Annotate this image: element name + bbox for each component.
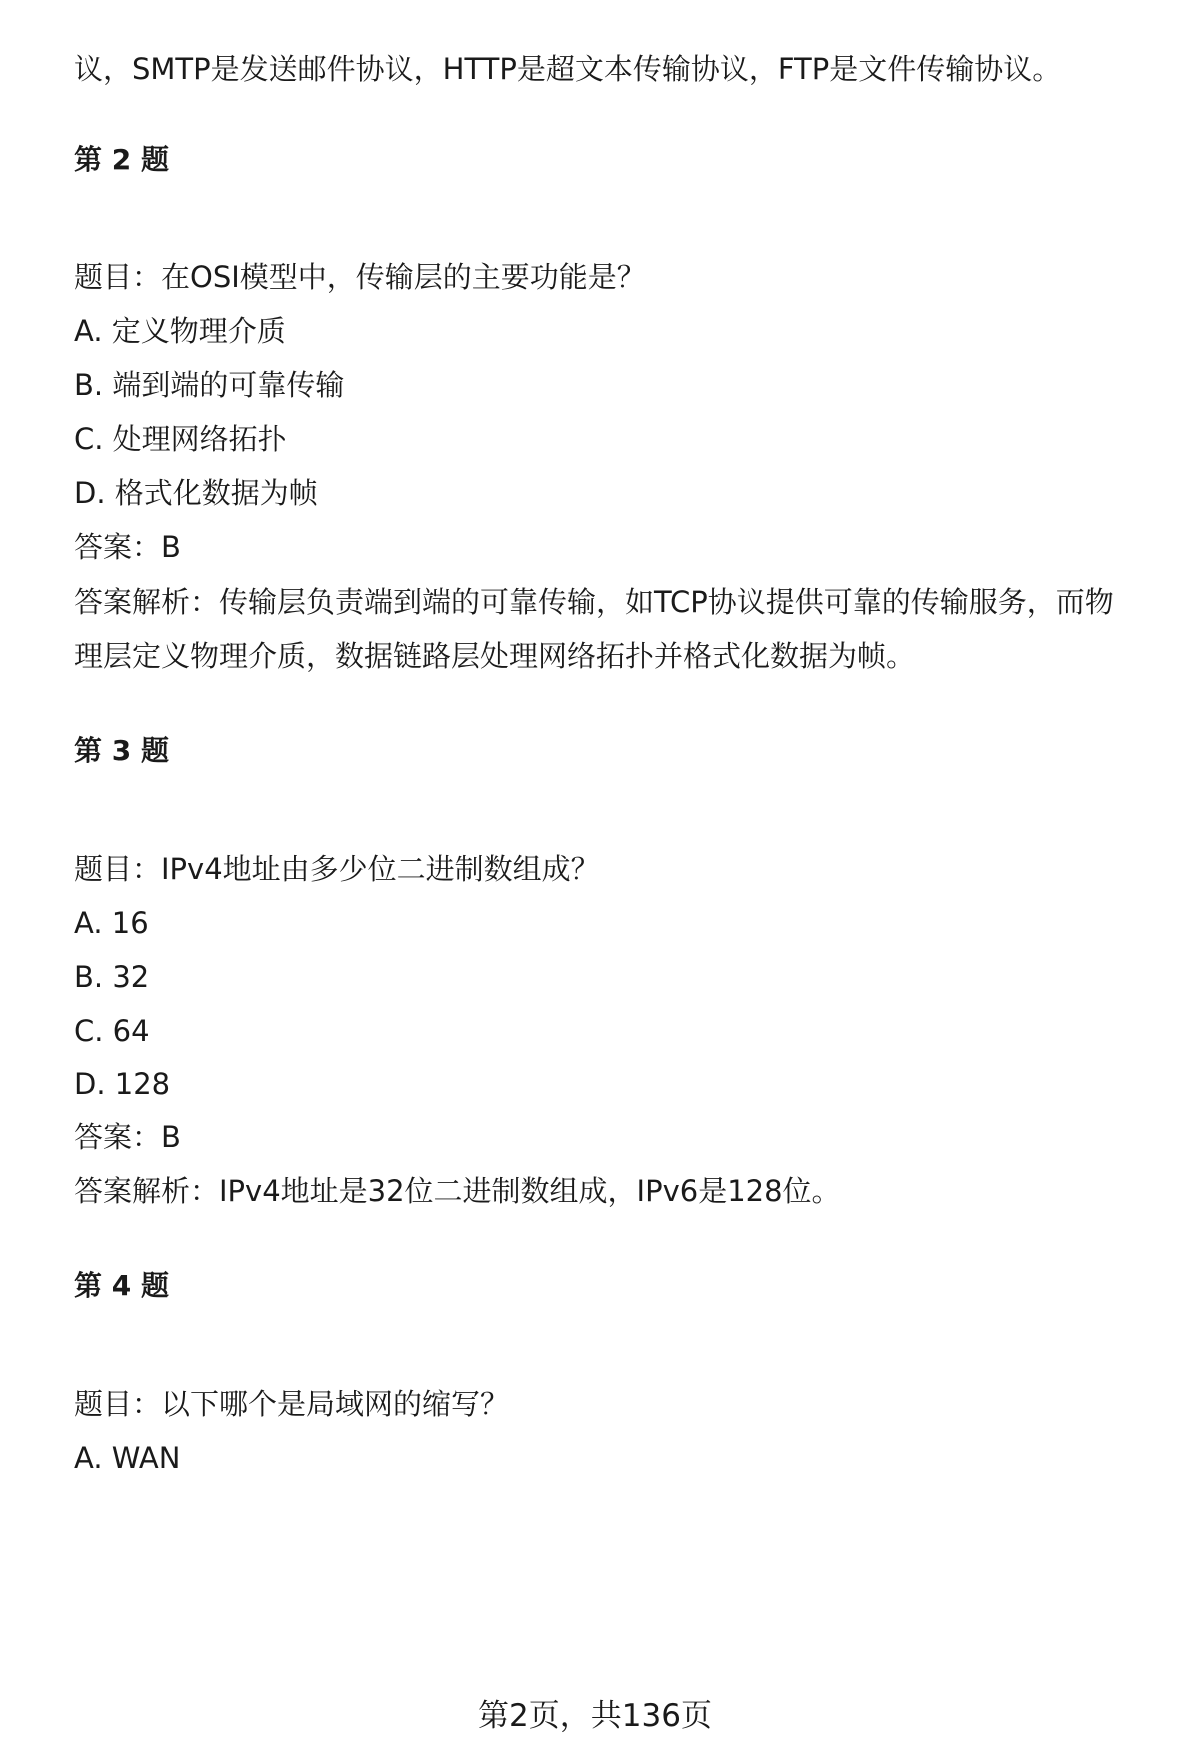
question-3-heading: 第 3 题	[74, 734, 169, 767]
question-4-stem: 题目：以下哪个是局域网的缩写？	[74, 1387, 510, 1421]
question-2-answer: 答案：B	[74, 530, 181, 564]
continuation-text: 议，SMTP是发送邮件协议，HTTP是超文本传输协议，FTP是文件传输协议。	[74, 52, 1062, 86]
question-2-heading: 第 2 题	[74, 143, 169, 176]
question-3-option-c: C. 64	[74, 1014, 150, 1048]
question-3-answer: 答案：B	[74, 1120, 181, 1154]
question-4-option-a: A. WAN	[74, 1441, 181, 1475]
question-3-explanation-line-1: 答案解析：IPv4地址是32位二进制数组成，IPv6是128位。	[74, 1174, 841, 1208]
page-indicator: 第2页，共136页	[478, 1698, 712, 1734]
question-3-stem: 题目：IPv4地址由多少位二进制数组成？	[74, 852, 600, 886]
question-2-explanation-line-1: 答案解析：传输层负责端到端的可靠传输，如TCP协议提供可靠的传输服务，而物	[74, 585, 1114, 619]
question-2-stem: 题目：在OSI模型中，传输层的主要功能是？	[74, 260, 646, 294]
question-3-option-b: B. 32	[74, 960, 150, 994]
question-4-heading: 第 4 题	[74, 1269, 169, 1302]
question-2-explanation-line-2: 理层定义物理介质，数据链路层处理网络拓扑并格式化数据为帧。	[74, 639, 916, 673]
question-2-option-c: C. 处理网络拓扑	[74, 422, 287, 456]
question-3-option-d: D. 128	[74, 1067, 171, 1101]
question-2-option-d: D. 格式化数据为帧	[74, 476, 318, 510]
question-2-option-a: A. 定义物理介质	[74, 314, 286, 348]
question-2-option-b: B. 端到端的可靠传输	[74, 368, 345, 402]
document-page	[74, 0, 1174, 1755]
question-3-option-a: A. 16	[74, 906, 149, 940]
